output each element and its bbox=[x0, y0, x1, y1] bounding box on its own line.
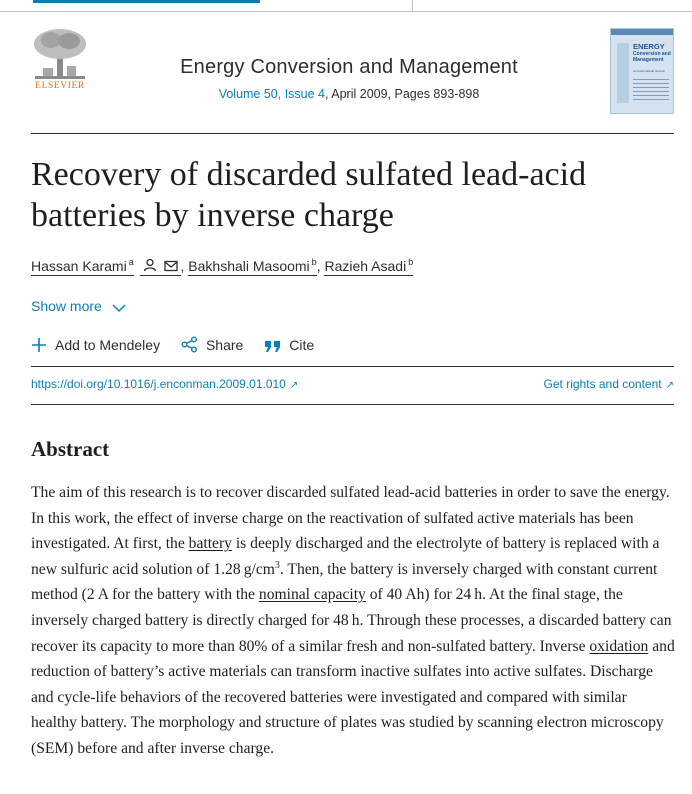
elsevier-tree-icon bbox=[33, 28, 87, 80]
journal-issue-info bbox=[149, 87, 549, 101]
cover-top-band bbox=[611, 29, 673, 35]
date-pages: , April 2009, Pages 893-898 bbox=[325, 87, 480, 101]
volume-issue-link[interactable]: Volume 50, Issue 4 bbox=[218, 87, 326, 101]
top-tab-bar bbox=[0, 0, 692, 12]
topic-link-oxidation[interactable]: oxidation bbox=[589, 637, 649, 655]
topic-link-nominal-capacity[interactable]: nominal capacity bbox=[258, 586, 366, 604]
add-to-mendeley-button[interactable]: Add to Mendeley bbox=[31, 337, 160, 353]
corresponding-author-button[interactable] bbox=[140, 258, 181, 276]
author-link[interactable]: Bakhshali Masoomi $^b$ bbox=[188, 257, 317, 274]
cover-title: ENERGY Conversion and Management bbox=[633, 42, 671, 63]
tab-divider bbox=[412, 0, 413, 12]
author-link[interactable]: Razieh Asadi $^b$ bbox=[324, 257, 414, 274]
cover-side-image bbox=[617, 43, 629, 103]
journal-cover-image[interactable] bbox=[610, 28, 674, 114]
show-more-button[interactable] bbox=[31, 298, 126, 314]
abstract-text: The aim of this research is to recover discarded sulfated lead-acid batteries in order to save the energy. In this work, the effect of inverse charge on the reactivation of sulfated active materials has been investigated. At first, the battery is deeply discharged and the electrolyte of battery is replaced with a new sulfuric acid solution of 1.28 $g/cm^3$. Then, the battery is inversely charged with constant current method (2 A for the battery with the nominal capacity of 40 Ah) for 24 h. At the final stage, the inversely charged battery is directly charged for 48 h. Through these processes, a discarded battery can recover its capacity to more than 80% of a similar fresh and non-sulfated battery. Inverse oxidation and reduction of battery’s active materials can transform inactive sulfates into active sulfates. Discharge and cycle-life behaviors of the recovered batteries were investigated and compared with similar healthy battery. The morphology and structure of plates was studied by scanning electron microscopy (SEM) before and after inverse charge. bbox=[31, 484, 675, 757]
cover-subtitle: An International Journal bbox=[633, 69, 665, 73]
topic-link-battery[interactable]: battery bbox=[188, 535, 232, 553]
active-tab-indicator bbox=[33, 0, 260, 3]
elsevier-logo[interactable] bbox=[31, 26, 89, 94]
abstract-heading: Abstract bbox=[31, 437, 110, 461]
cite-button[interactable]: Cite bbox=[264, 337, 314, 353]
article-actions bbox=[31, 336, 331, 353]
cover-contents-lines bbox=[633, 79, 669, 103]
external-link-icon: ↗ bbox=[289, 380, 299, 391]
author-link[interactable]: Hassan Karami $^a$ bbox=[31, 257, 134, 274]
external-link-icon: ↗ bbox=[665, 380, 674, 391]
rights-link[interactable]: Get rights and content ↗ bbox=[543, 377, 674, 391]
journal-header bbox=[31, 26, 674, 134]
share-icon bbox=[181, 336, 198, 353]
journal-title[interactable]: Energy Conversion and Management bbox=[180, 56, 518, 78]
plus-icon bbox=[31, 337, 47, 353]
doi-link[interactable]: https://doi.org/10.1016/j.enconman.2009.01.010 ↗ bbox=[31, 377, 299, 391]
author-list: Hassan Karami $^a$ , Bakhshali Masoomi $^b$, Razieh Asadi $^b$ bbox=[31, 257, 414, 274]
chevron-down-icon bbox=[112, 303, 126, 313]
article-title: Recovery of discarded sulfated lead-acid batteries by inverse charge bbox=[31, 156, 587, 234]
envelope-icon bbox=[164, 260, 178, 272]
show-more-label: Show more bbox=[31, 298, 102, 314]
doi-bar bbox=[31, 366, 674, 405]
elsevier-wordmark: ELSEVIER bbox=[35, 81, 85, 91]
quote-icon bbox=[264, 339, 281, 353]
share-button[interactable]: Share bbox=[181, 336, 243, 353]
person-icon bbox=[143, 258, 157, 272]
